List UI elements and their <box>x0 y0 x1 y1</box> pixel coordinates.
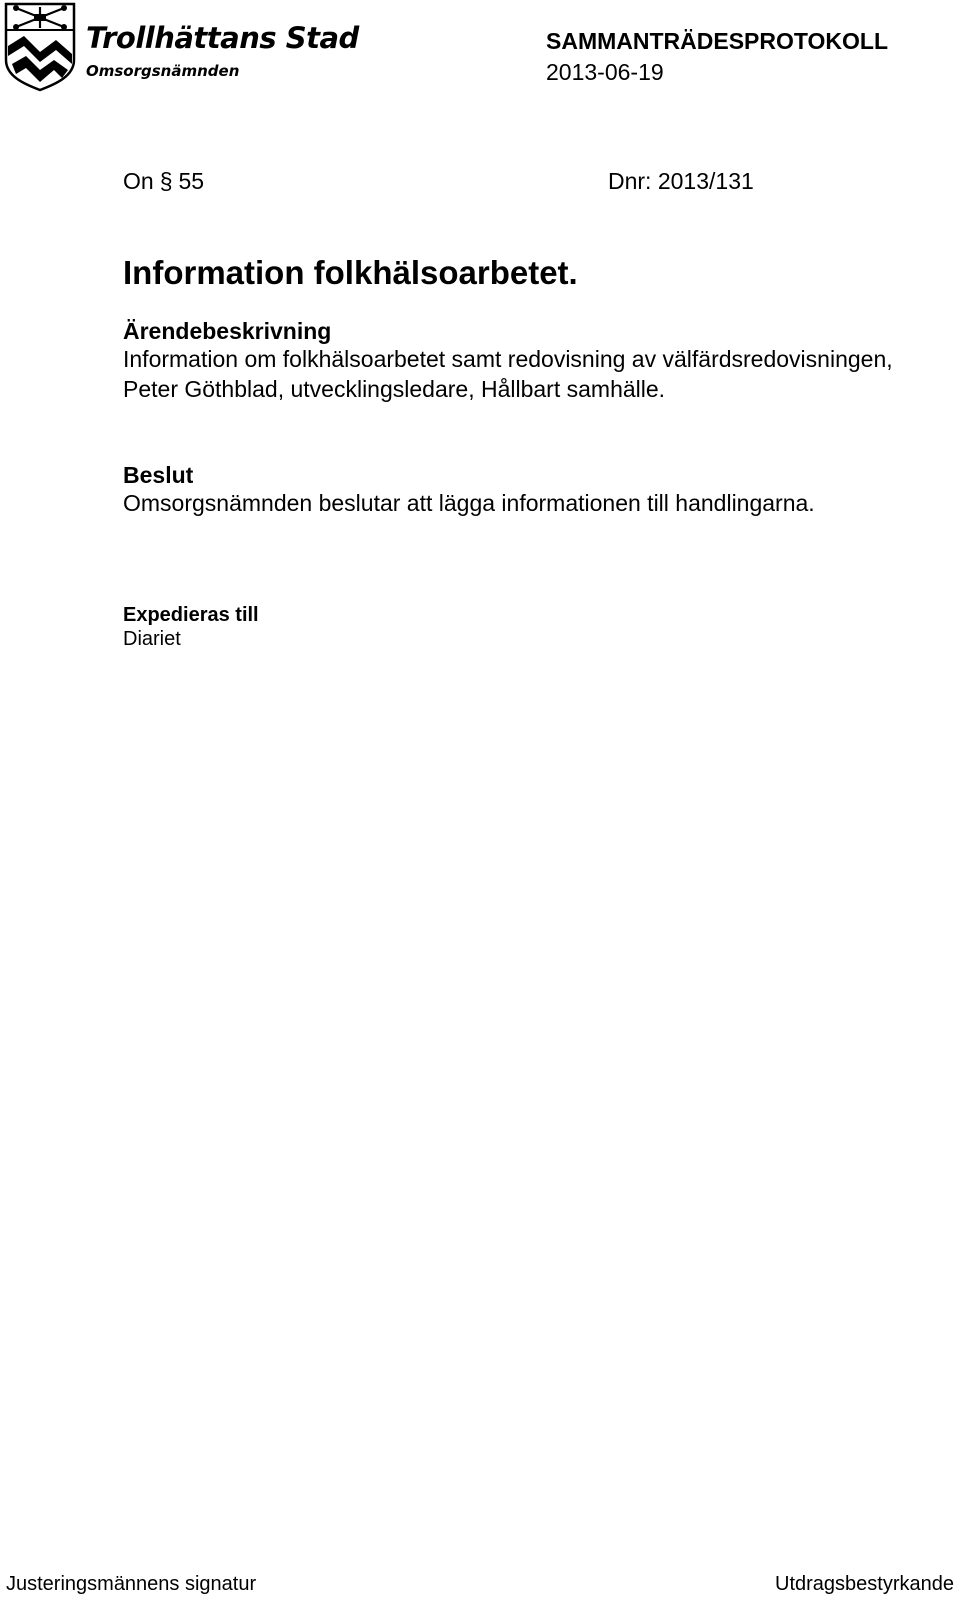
coat-of-arms-icon <box>4 2 76 92</box>
description-heading: Ärendebeskrivning <box>123 318 332 344</box>
document-type: SAMMANTRÄDESPROTOKOLL <box>546 28 889 54</box>
certification-label: Utdragsbestyrkande <box>775 1573 954 1595</box>
registration-number: Dnr: 2013/131 <box>608 168 754 194</box>
paragraph-value: 55 <box>178 168 205 194</box>
section-symbol: § <box>159 168 173 194</box>
committee-name: Omsorgsnämnden <box>86 62 240 80</box>
paragraph-prefix: On <box>123 168 154 194</box>
paragraph-number <box>123 170 204 193</box>
signature-label: Justeringsmännens signatur <box>6 1573 257 1595</box>
document-date: 2013-06-19 <box>546 59 664 85</box>
dispatch-recipient: Diariet <box>123 628 181 650</box>
dispatch-heading: Expedieras till <box>123 604 259 626</box>
organization-name: Trollhättans Stad <box>86 21 359 55</box>
document-title: Information folkhälsoarbetet. <box>123 254 578 291</box>
decision-heading: Beslut <box>123 462 194 488</box>
description-text: Information om folkhälsoarbetet samt redovisning av välfärdsredovisningen, Peter Göthblad, utvecklingsledare, Hållbart samhälle. <box>123 346 893 402</box>
decision-text: Omsorgsnämnden beslutar att lägga informationen till handlingarna. <box>123 490 815 516</box>
